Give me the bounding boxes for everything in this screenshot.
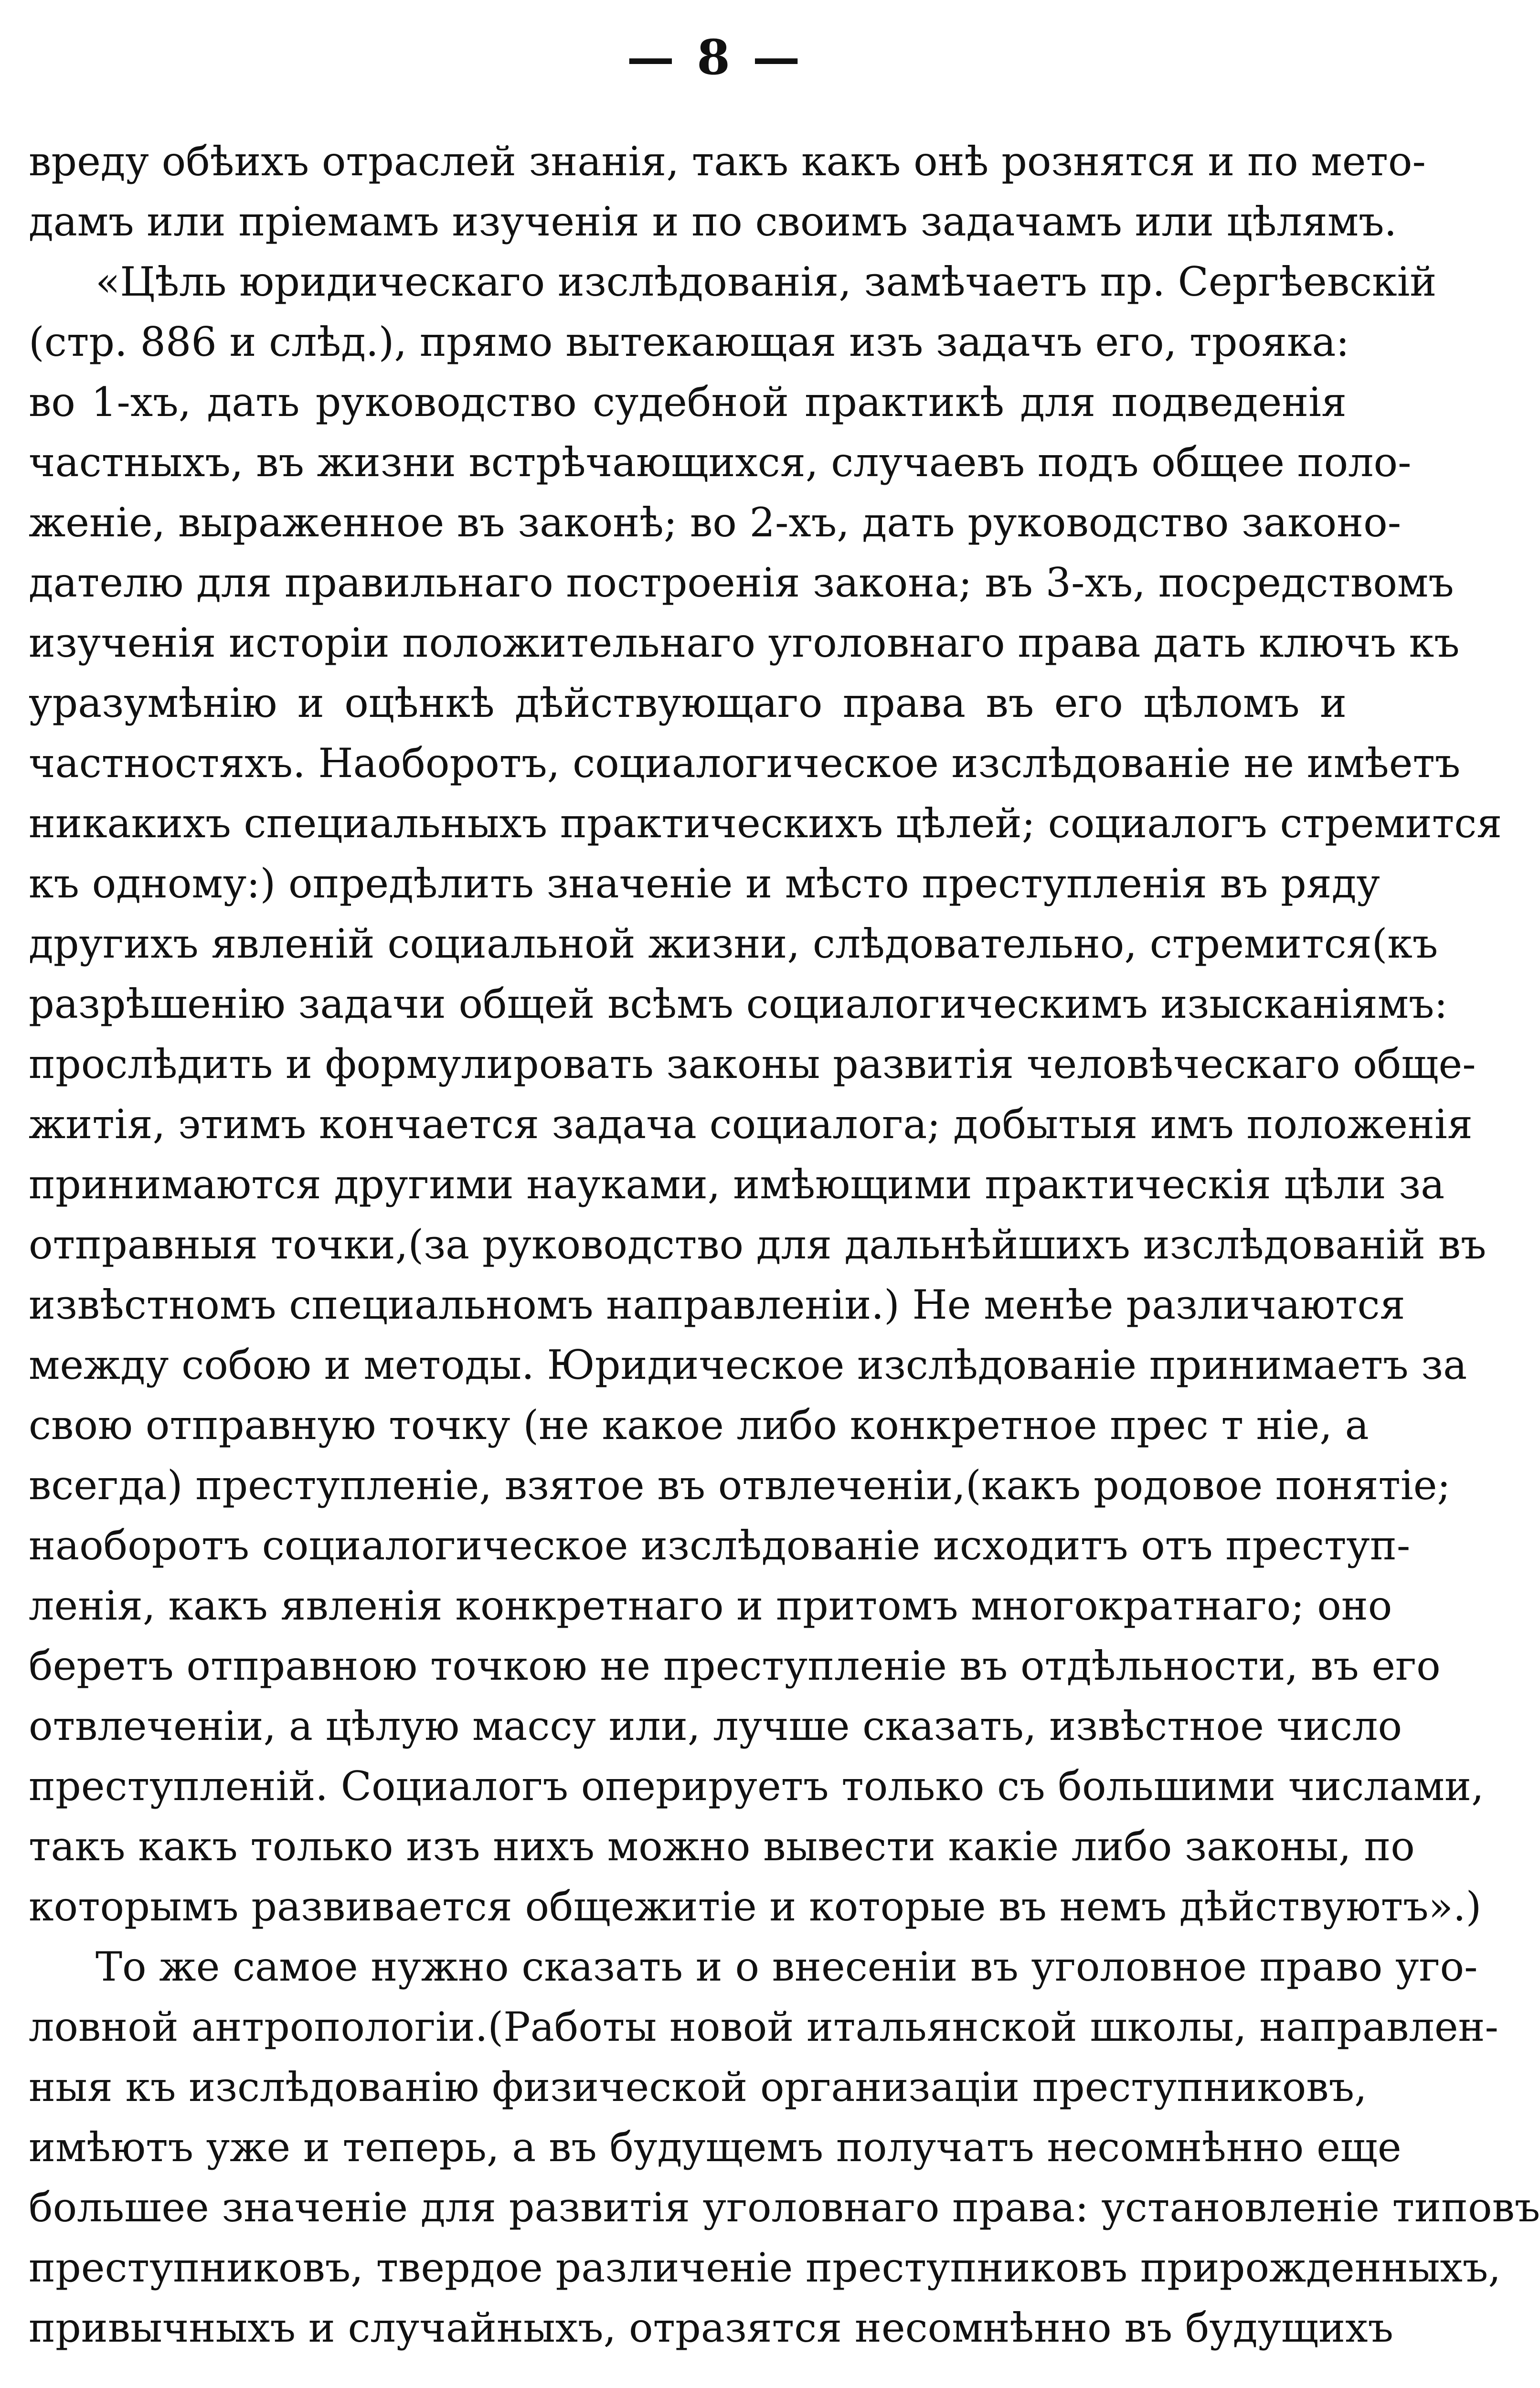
text-line: наоборотъ социалогическое изслѣдованіе исходитъ отъ преступ-: [29, 1522, 1411, 1569]
body-text: [29, 131, 1540, 2358]
text-line: къ одному:) опредѣлить значеніе и мѣсто преступленія въ ряду: [29, 860, 1380, 907]
text-line: преступниковъ, твердое различеніе преступниковъ прирожденныхъ,: [29, 2244, 1501, 2291]
text-line: свою отправную точку (не какое либо конкретное прес т ніе, а: [29, 1402, 1369, 1449]
text-line: То же самое нужно сказать и о внесеніи въ уголовное право уго-: [96, 1943, 1478, 1990]
text-line: «Цѣль юридическаго изслѣдованія, замѣчаетъ пр. Сергѣевскій: [96, 258, 1437, 305]
text-line: (стр. 886 и слѣд.), прямо вытекающая изъ задачъ его, трояка:: [29, 319, 1349, 365]
text-line: частностяхъ. Наоборотъ, социалогическое изслѣдованіе не имѣетъ: [29, 740, 1461, 787]
text-line: которымъ развивается общежитіе и которые въ немъ дѣйствуютъ».): [29, 1883, 1482, 1930]
text-line: во 1-хъ, дать руководство судебной практикѣ для подведенія: [29, 379, 1347, 426]
text-line: женіе, выраженное въ законѣ; во 2-хъ, дать руководство законо-: [29, 499, 1402, 546]
text-line: житія, этимъ кончается задача социалога; добытыя имъ положенія: [29, 1101, 1473, 1148]
text-line: всегда) преступленіе, взятое въ отвлеченіи,(какъ родовое понятіе;: [29, 1462, 1451, 1509]
text-line: другихъ явленій социальной жизни, слѣдовательно, стремится(къ: [29, 920, 1438, 967]
text-line: дамъ или пріемамъ изученія и по своимъ задачамъ или цѣлямъ.: [29, 198, 1397, 245]
text-line: дателю для правильнаго построенія закона; въ 3-хъ, посредствомъ: [29, 559, 1454, 606]
text-line: беретъ отправною точкою не преступленіе въ отдѣльности, въ его: [29, 1642, 1441, 1689]
page-number: — 8 —: [627, 29, 803, 85]
text-line: извѣстномъ специальномъ направленіи.) Не менѣе различаются: [29, 1281, 1405, 1328]
text-line: такъ какъ только изъ нихъ можно вывести какіе либо законы, по: [29, 1823, 1415, 1870]
text-line: частныхъ, въ жизни встрѣчающихся, случаевъ подъ общее поло-: [29, 439, 1412, 486]
text-line: прослѣдить и формулировать законы развитія человѣческаго обще-: [29, 1041, 1476, 1087]
text-line: имѣютъ уже и теперь, а въ будущемъ получатъ несомнѣнно еще: [29, 2124, 1402, 2171]
text-line: отвлеченіи, а цѣлую массу или, лучше сказать, извѣстное число: [29, 1703, 1402, 1749]
text-line: разрѣшенію задачи общей всѣмъ социалогическимъ изысканіямъ:: [29, 981, 1448, 1027]
text-line: привычныхъ и случайныхъ, отразятся несомнѣнно въ будущихъ: [29, 2304, 1393, 2351]
text-line: ленія, какъ явленія конкретнаго и притомъ многократнаго; оно: [29, 1582, 1392, 1629]
text-line: уразумѣнію и оцѣнкѣ дѣйствующаго права въ его цѣломъ и: [29, 680, 1347, 726]
text-line: отправныя точки,(за руководство для дальнѣйшихъ изслѣдованій въ: [29, 1221, 1487, 1268]
text-line: между собою и методы. Юридическое изслѣдованіе принимаетъ за: [29, 1342, 1467, 1388]
text-line: большее значеніе для развитія уголовнаго права: установленіе типовъ: [29, 2184, 1540, 2231]
text-line: никакихъ специальныхъ практическихъ цѣлей; социалогъ стремится: [29, 800, 1502, 847]
text-line: преступленій. Социалогъ оперируетъ только съ большими числами,: [29, 1763, 1484, 1810]
text-line: вреду обѣихъ отраслей знанія, такъ какъ онѣ рознятся и по мето-: [29, 138, 1426, 185]
text-line: изученія исторіи положительнаго уголовнаго права дать ключъ къ: [29, 619, 1460, 666]
text-line: ловной антропологіи.(Работы новой итальянской школы, направлен-: [29, 2004, 1498, 2050]
text-line: принимаются другими науками, имѣющими практическія цѣли за: [29, 1161, 1445, 1208]
text-line: ныя къ изслѣдованію физической организаціи преступниковъ,: [29, 2064, 1367, 2111]
